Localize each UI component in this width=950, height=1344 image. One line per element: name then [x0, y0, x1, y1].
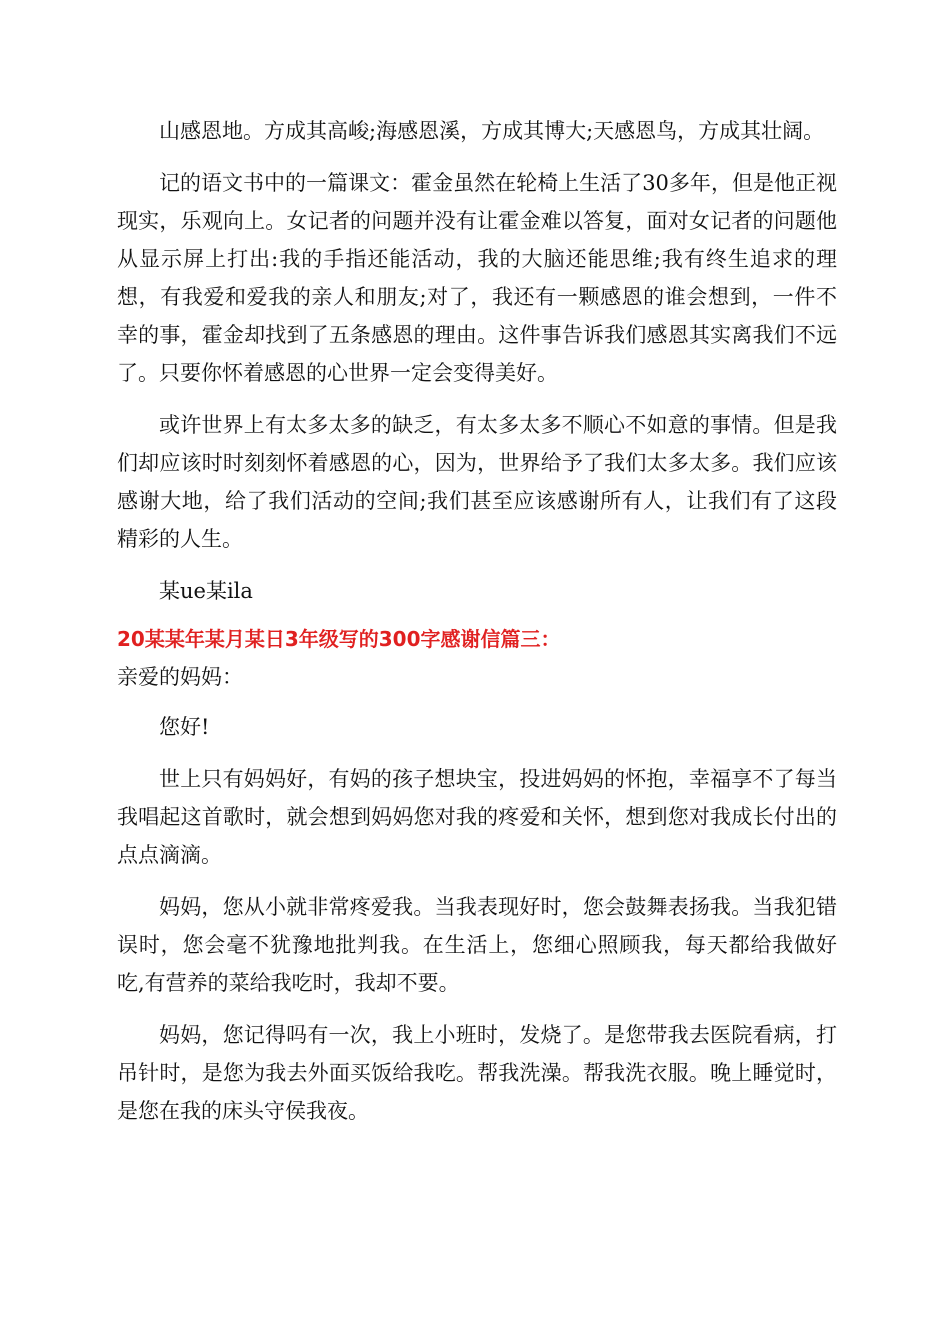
paragraph: 世上只有妈妈好，有妈的孩子想块宝，投进妈妈的怀抱，幸福享不了每当我唱起这首歌时，就会想到妈妈您对我的疼爱和关怀，想到您对我成长付出的点点滴滴。 [117, 767, 837, 867]
paragraph: 记的语文书中的一篇课文：霍金虽然在轮椅上生活了30多年，但是他正视现实，乐观向上。女记者的问题并没有让霍金难以答复，面对女记者的问题他从显示屏上打出:我的手指还能活动，我的大脑还能思维;我有终生追求的理想，有我爱和爱我的亲人和朋友;对了，我还有一颗感恩的谁会想到，一件不幸的事，霍金却找到了五条感恩的理由。这件事告诉我们感恩其实离我们不远了。只要你怀着感恩的心世界一定会变得美好。 [117, 171, 837, 385]
salutation: 亲爱的妈妈： [117, 665, 243, 689]
paragraph: 或许世界上有太多太多的缺乏，有太多太多不顺心不如意的事情。但是我们却应该时时刻刻怀着感恩的心，因为，世界给予了我们太多太多。我们应该感谢大地，给了我们活动的空间;我们甚至应该感谢所有人，让我们有了这段精彩的人生。 [117, 413, 837, 551]
paragraph: 山感恩地。方成其高峻;海感恩溪，方成其博大;天感恩鸟，方成其壮阔。 [159, 119, 825, 143]
paragraph: 妈妈，您从小就非常疼爱我。当我表现好时，您会鼓舞表扬我。当我犯错误时，您会毫不犹豫地批判我。在生活上，您细心照顾我，每天都给我做好吃,有营养的菜给我吃时，我却不要。 [117, 895, 837, 995]
greeting: 您好! [159, 715, 210, 739]
paragraph: 妈妈，您记得吗有一次，我上小班时，发烧了。是您带我去医院看病，打吊针时，是您为我去外面买饭给我吃。帮我洗澡。帮我洗衣服。晚上睡觉时，是您在我的床头守侯我夜。 [117, 1023, 837, 1123]
document-page [117, 112, 837, 1130]
signature: 某ue某ila [159, 579, 253, 603]
section-heading: 20某某年某月某日3年级写的300字感谢信篇三： [117, 627, 561, 651]
